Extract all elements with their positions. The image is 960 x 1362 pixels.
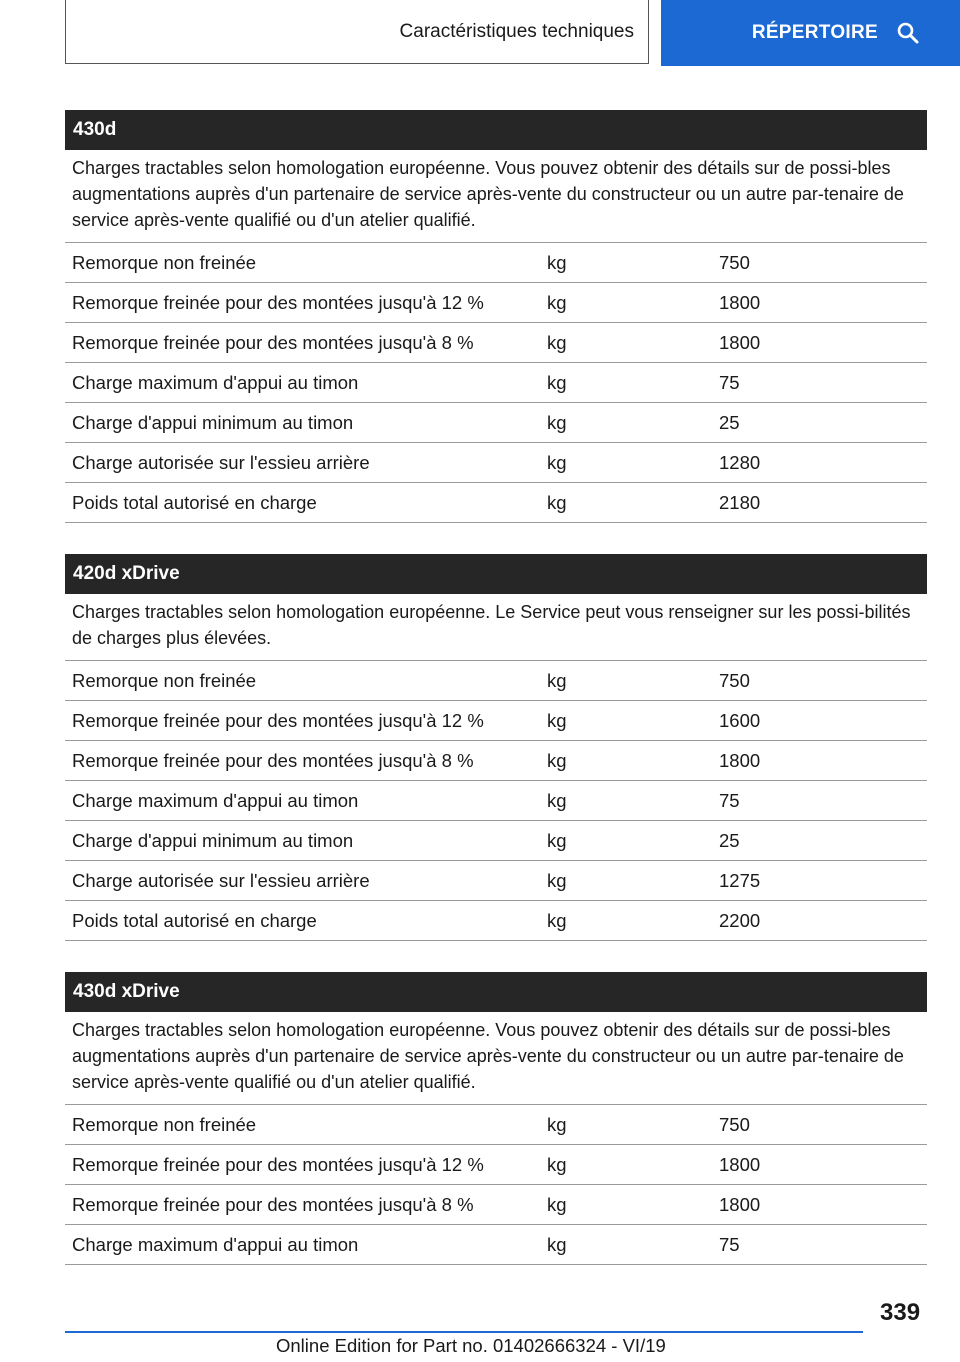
row-value: 1800 (719, 291, 761, 313)
row-unit: kg (547, 1113, 567, 1135)
section-420d-xdrive (65, 554, 927, 941)
table-row (65, 443, 927, 483)
row-label: Charge maximum d'appui au timon (72, 1233, 359, 1255)
row-unit: kg (547, 829, 567, 851)
breadcrumb[interactable]: Caractéristiques techniques (65, 0, 649, 64)
row-label: Remorque freinée pour des montées jusqu'à 8 % (72, 1193, 474, 1215)
row-value: 25 (719, 829, 740, 851)
table-row (65, 781, 927, 821)
row-label: Remorque freinée pour des montées jusqu'à 12 % (72, 1153, 484, 1175)
table-row (65, 1185, 927, 1225)
table-row (65, 403, 927, 443)
row-label: Remorque freinée pour des montées jusqu'à 8 % (72, 331, 474, 353)
section-title: 420d xDrive (65, 554, 927, 594)
row-value: 75 (719, 1233, 740, 1255)
row-unit: kg (547, 789, 567, 811)
row-value: 1800 (719, 749, 761, 771)
row-value: 2180 (719, 491, 761, 513)
row-unit: kg (547, 749, 567, 771)
row-label: Remorque non freinée (72, 669, 257, 691)
row-value: 2200 (719, 909, 761, 931)
row-unit: kg (547, 709, 567, 731)
row-label: Remorque non freinée (72, 1113, 257, 1135)
table-row (65, 1105, 927, 1145)
row-unit: kg (547, 251, 567, 273)
row-value: 1800 (719, 1153, 761, 1175)
table-row (65, 901, 927, 941)
index-button-label: RÉPERTOIRE (751, 22, 878, 43)
row-label: Remorque freinée pour des montées jusqu'à 12 % (72, 291, 484, 313)
row-value: 25 (719, 411, 740, 433)
table-row (65, 661, 927, 701)
section-description: Charges tractables selon homologation européenne. Vous pouvez obtenir des détails sur de possi-bles augmentations auprès d'un partenaire de service après-vente du constructeur ou un autre par-tenaire de service après-vente qualifié ou d'un atelier qualifié. (65, 150, 927, 243)
row-value: 750 (719, 1113, 750, 1135)
top-bar (0, 0, 960, 66)
table-row (65, 323, 927, 363)
section-description: Charges tractables selon homologation européenne. Le Service peut vous renseigner sur les possi-bilités de charges plus élevées. (65, 594, 927, 661)
row-value: 75 (719, 789, 740, 811)
row-label: Charge maximum d'appui au timon (72, 789, 359, 811)
row-value: 750 (719, 669, 750, 691)
row-unit: kg (547, 909, 567, 931)
section-430d-xdrive (65, 972, 927, 1265)
footer-edition: Online Edition for Part no. 01402666324 - VI/19 (276, 1335, 666, 1356)
spec-content (65, 110, 927, 1296)
row-label: Charge autorisée sur l'essieu arrière (72, 451, 370, 473)
row-unit: kg (547, 669, 567, 691)
table-row (65, 243, 927, 283)
row-label: Poids total autorisé en charge (72, 909, 317, 931)
table-row (65, 1225, 927, 1265)
row-value: 1800 (719, 331, 761, 353)
row-unit: kg (547, 1233, 567, 1255)
row-unit: kg (547, 1193, 567, 1215)
row-value: 75 (719, 371, 740, 393)
row-value: 1800 (719, 1193, 761, 1215)
row-unit: kg (547, 371, 567, 393)
table-row (65, 701, 927, 741)
table-row (65, 861, 927, 901)
row-label: Charge autorisée sur l'essieu arrière (72, 869, 370, 891)
row-unit: kg (547, 291, 567, 313)
row-label: Charge maximum d'appui au timon (72, 371, 359, 393)
row-value: 1275 (719, 869, 761, 891)
row-unit: kg (547, 451, 567, 473)
index-button[interactable] (661, 0, 960, 66)
row-unit: kg (547, 491, 567, 513)
section-title: 430d xDrive (65, 972, 927, 1012)
table-row (65, 741, 927, 781)
row-unit: kg (547, 1153, 567, 1175)
table-row (65, 363, 927, 403)
row-value: 750 (719, 251, 750, 273)
section-description: Charges tractables selon homologation européenne. Vous pouvez obtenir des détails sur de possi-bles augmentations auprès d'un partenaire de service après-vente du constructeur ou un autre par-tenaire de service après-vente qualifié ou d'un atelier qualifié. (65, 1012, 927, 1105)
row-label: Remorque non freinée (72, 251, 257, 273)
section-430d (65, 110, 927, 523)
row-label: Remorque freinée pour des montées jusqu'à 8 % (72, 749, 474, 771)
table-row (65, 283, 927, 323)
row-value: 1600 (719, 709, 761, 731)
row-label: Remorque freinée pour des montées jusqu'à 12 % (72, 709, 484, 731)
table-row (65, 1145, 927, 1185)
row-unit: kg (547, 331, 567, 353)
row-value: 1280 (719, 451, 761, 473)
table-row (65, 821, 927, 861)
row-unit: kg (547, 411, 567, 433)
row-label: Poids total autorisé en charge (72, 491, 317, 513)
row-label: Charge d'appui minimum au timon (72, 411, 354, 433)
row-unit: kg (547, 869, 567, 891)
table-row (65, 483, 927, 523)
page-number: 339 (880, 1299, 921, 1326)
row-label: Charge d'appui minimum au timon (72, 829, 354, 851)
search-icon (896, 21, 920, 45)
footer-divider (65, 1331, 863, 1333)
section-title: 430d (65, 110, 927, 150)
